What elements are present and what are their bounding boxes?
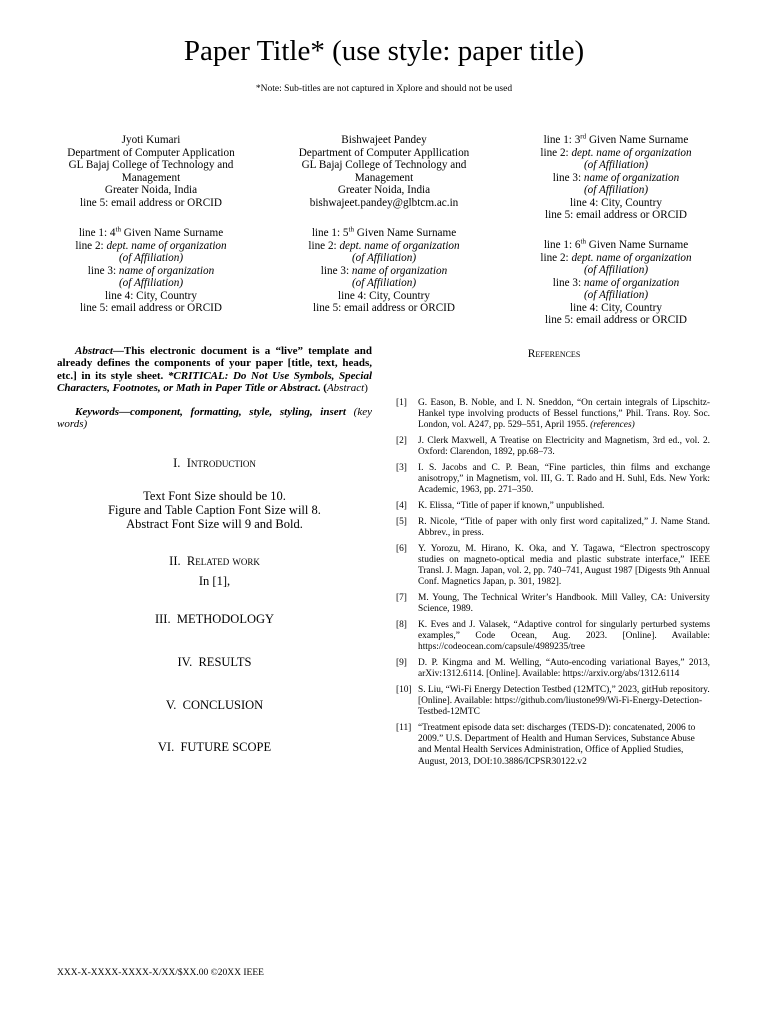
paper-title: Paper Title* (use style: paper title) [183, 35, 585, 67]
author-block-4 [36, 227, 266, 315]
author-affiliation: (of Affiliation) [351, 277, 417, 289]
author-dept: Department of Computer Application [67, 146, 235, 159]
author-line-4: line 4: City, Country [570, 196, 662, 209]
heading-related-work: II. Related work [169, 554, 260, 568]
reference-item: [4] K. Elissa, “Title of paper if known,” unpublished. [396, 501, 605, 512]
author-block-6 [501, 239, 731, 327]
author-line-1: line 1: 3rd Given Name Surname [543, 132, 689, 146]
heading-future-scope: VI. FUTURE SCOPE [157, 740, 272, 754]
reference-item: [1] G. Eason, B. Noble, and I. N. Sneddon, “On certain integrals of Lipschitz-Hankel type involving products of Bessel functions,” Phil. Trans. Roy. Soc. London, vol. A247, pp. 529–551, April 1955. (references) [396, 398, 710, 431]
author-affiliation: (of Affiliation) [118, 277, 184, 289]
author-line-4: line 4: City, Country [570, 301, 662, 314]
author-line-3: line 3: name of organization [87, 264, 215, 277]
reference-item: [11] “Treatment episode data set: discharges (TEDS-D): concatenated, 2006 to 2009.” U.S. Department of Health and Human Services, Substance Abuse and Mental Health Services Administration, Office of Applied Studies, August, 2013, DOI:10.3886/ICPSR30122.v2 [396, 723, 696, 767]
author-org-cont: Management [354, 171, 414, 184]
author-line-4: line 4: City, Country [105, 289, 197, 302]
reference-item: [3] I. S. Jacobs and C. P. Bean, “Fine particles, thin films and exchange anisotropy,” in Magnetism, vol. III, G. T. Rado and H. Suhl, Eds. New York: Academic, 1963, pp. 271–350. [396, 463, 710, 496]
author-org-cont: Management [121, 171, 181, 184]
author-line-5: line 5: email address or ORCID [313, 302, 455, 314]
author-line-5: line 5: email address or ORCID [80, 302, 222, 314]
heading-introduction: I. Introduction [173, 456, 256, 470]
author-affiliation: (of Affiliation) [351, 252, 417, 264]
keywords-style-tag: (key words) [57, 406, 372, 431]
keywords-text: —component, formatting, style, styling, insert [119, 406, 346, 419]
author-affiliation: (of Affiliation) [118, 252, 184, 264]
author-name: Jyoti Kumari [121, 134, 181, 146]
author-email: line 5: email address or ORCID [80, 196, 222, 209]
author-line-2: line 2: dept. name of organization [540, 251, 692, 264]
author-affiliation: (of Affiliation) [583, 184, 649, 196]
keywords-label: Keywords [75, 406, 119, 419]
heading-conclusion: V. CONCLUSION [165, 698, 264, 712]
intro-line: Abstract Font Size will 9 and Bold. [126, 517, 303, 531]
author-line-2: line 2: dept. name of organization [540, 146, 692, 159]
author-line-1: line 1: 6th Given Name Surname [543, 237, 689, 251]
author-affiliation: (of Affiliation) [583, 264, 649, 276]
author-org: GL Bajaj College of Technology and [301, 159, 467, 171]
author-block-3 [501, 134, 731, 222]
author-line-1: line 1: 5th Given Name Surname [311, 225, 457, 239]
reference-item: [6] Y. Yorozu, M. Hirano, K. Oka, and Y. Tagawa, “Electron spectroscopy studies on magneto-optical media and plastic substrate interface,” IEEE Transl. J. Magn. Japan, vol. 2, pp. 740–741, August 1987 [Digests 9th Annual Conf. Magnetics Japan, p. 301, 1982]. [396, 543, 710, 588]
title-note: *Note: Sub-titles are not captured in Xplore and should not be used [255, 84, 513, 94]
introduction-text [57, 489, 372, 531]
author-block-2 [269, 134, 499, 209]
reference-item: [2] J. Clerk Maxwell, A Treatise on Electricity and Magnetism, 3rd ed., vol. 2. Oxford: Clarendon, 1892, pp.68–73. [396, 436, 710, 458]
keywords-paragraph [57, 406, 372, 431]
author-line-2: line 2: dept. name of organization [75, 239, 227, 252]
copyright-footer: XXX-X-XXXX-XXXX-X/XX/$XX.00 ©20XX IEEE [57, 968, 264, 978]
intro-line: Figure and Table Caption Font Size will 8. [108, 503, 321, 517]
intro-line: Text Font Size should be 10. [143, 489, 286, 503]
references-heading: References [527, 348, 581, 360]
related-work-text: In [1], [198, 574, 231, 588]
abstract-label: Abstract [75, 345, 113, 357]
reference-item: [7] M. Young, The Technical Writer’s Handbook. Mill Valley, CA: University Science, 1989. [396, 593, 710, 615]
author-location: Greater Noida, India [337, 184, 431, 196]
author-line-2: line 2: dept. name of organization [308, 239, 460, 252]
author-affiliation: (of Affiliation) [583, 159, 649, 171]
author-line-1: line 1: 4th Given Name Surname [78, 225, 224, 239]
abstract-style-tag: Abstract [326, 381, 365, 394]
abstract-critical: *CRITICAL: Do Not Use Symbols, Special Characters, Footnotes, or Math in Paper Title or Abstract [57, 369, 372, 394]
author-line-5: line 5: email address or ORCID [545, 209, 687, 221]
heading-methodology: III. METHODOLOGY [154, 612, 275, 626]
reference-item: [8] K. Eves and J. Valasek, “Adaptive control for singularly perturbed systems examples,” Code Ocean, Aug. 2023. [Online]. Available: https://codeocean.com/capsule/4989235/tree [396, 619, 710, 653]
reference-item: [5] R. Nicole, “Title of paper with only first word capitalized,” J. Name Stand. Abbrev., in press. [396, 516, 710, 539]
author-name: Bishwajeet Pandey [341, 134, 427, 146]
left-column [57, 345, 372, 443]
author-line-4: line 4: City, Country [338, 289, 430, 302]
author-line-3: line 3: name of organization [320, 264, 448, 277]
references-list [396, 398, 710, 772]
reference-item: [10] S. Liu, “Wi-Fi Energy Detection Testbed (12MTC),” 2023, gitHub repository. [Online]. Available: https://github.com/liustone99/Wi-Fi-Energy-Detection-Testbed-12MTC [396, 684, 710, 718]
heading-results: IV. RESULTS [177, 655, 252, 669]
author-block-5 [269, 227, 499, 315]
abstract-paragraph: Abstract—This electronic document is a “live” template and already defines the components of your paper [title, text, heads, etc.] in its style sheet. *CRITICAL: Do Not Use Symbols, Special Characters, Footnotes, or Math in Paper Title or Abstract. (Abstract) [57, 345, 372, 394]
abstract-text: This electronic document is a “live” template and already defines the components of your paper [title, text, heads, etc.] in its style sheet. [57, 345, 372, 382]
author-affiliation: (of Affiliation) [583, 289, 649, 301]
author-line-3: line 3: name of organization [552, 276, 680, 289]
reference-item: [9] D. P. Kingma and M. Welling, “Auto-encoding variational Bayes,” 2013, arXiv:1312.6114. [Online]. Available: https://arxiv.org/abs/1312.6114 [396, 658, 710, 680]
author-location: Greater Noida, India [104, 184, 198, 196]
author-org: GL Bajaj College of Technology and [68, 159, 234, 171]
author-email: bishwajeet.pandey@glbtcm.ac.in [309, 196, 459, 209]
author-line-3: line 3: name of organization [552, 171, 680, 184]
author-block-1 [36, 134, 266, 209]
author-dept: Department of Computer Appllication [298, 146, 470, 159]
author-line-5: line 5: email address or ORCID [545, 314, 687, 326]
